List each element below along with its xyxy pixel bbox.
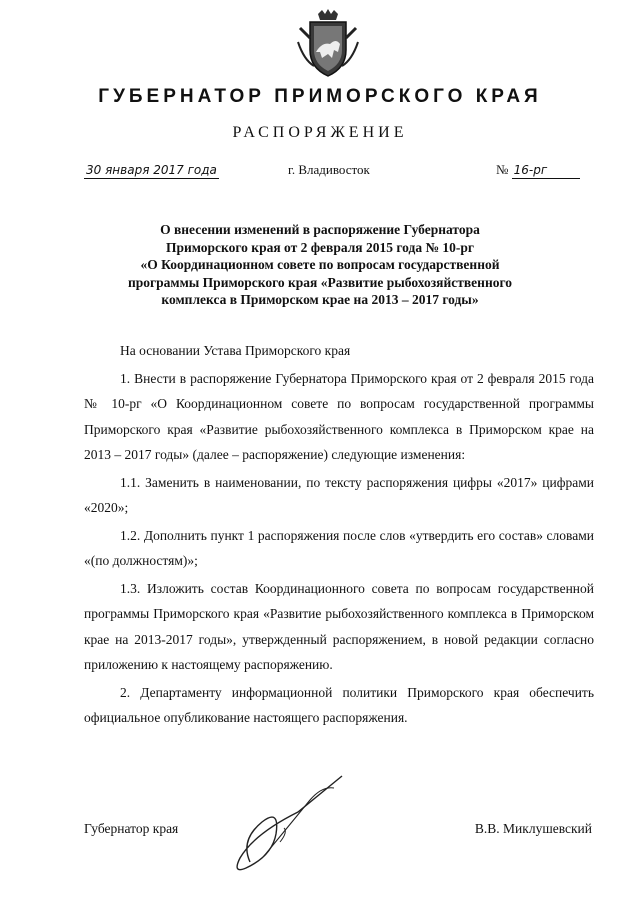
body-paragraph-1-3: 1.3. Изложить состав Координационного совета по вопросам государственной программы Приморского края «Развитие рыбохозяйственного комплекса в Приморском крае на 2013-2017 годы», утвержденный распоряжением, в новой редакции согласно приложению к настоящему распоряжению. xyxy=(84,580,594,672)
document-body xyxy=(84,338,594,733)
document-type: РАСПОРЯЖЕНИЕ xyxy=(232,124,408,141)
document-number xyxy=(496,162,580,179)
heading-line: Приморского края от 2 февраля 2015 года № 10-рг xyxy=(165,239,475,255)
body-paragraph-1-2: 1.2. Дополнить пункт 1 распоряжения после слов «утвердить его состав» словами «(по должностям)»; xyxy=(84,527,594,568)
coat-of-arms xyxy=(296,8,360,80)
body-paragraph-1-1: 1.1. Заменить в наименовании, по тексту распоряжения цифры «2017» цифрами «2020»; xyxy=(84,474,594,515)
heading-line: программы Приморского края «Развитие рыбохозяйственного xyxy=(127,274,513,290)
heading-line: «О Координационном совете по вопросам государственной xyxy=(140,257,500,272)
issuer-title: ГУБЕРНАТОР ПРИМОРСКОГО КРАЯ xyxy=(98,86,542,107)
signatory-name: В.В. Миклушевский xyxy=(474,821,592,836)
signatory-role: Губернатор края xyxy=(84,821,179,836)
heading-line: О внесении изменений в распоряжение Губернатора xyxy=(160,222,480,237)
number-value: 16-рг xyxy=(512,163,580,179)
heading-line: комплекса в Приморском крае на 2013 – 2017 годы» xyxy=(161,292,479,307)
body-paragraph-basis: На основании Устава Приморского края xyxy=(120,343,351,358)
date-value: 30 января 2017 года xyxy=(86,163,217,177)
document-city: г. Владивосток xyxy=(288,162,370,177)
body-paragraph-1: 1. Внести в распоряжение Губернатора Приморского края от 2 февраля 2015 года № 10-рг «О Координационном совете по вопросам государственной программы Приморского края «Развитие рыбохозяйственного комплекса в Приморском крае на 2013 – 2017 годы» (далее – распоряжение) следующие изменения: xyxy=(84,370,594,462)
document-date xyxy=(84,162,219,178)
body-paragraph-2: 2. Департаменту информационной политики Приморского края обеспечить официальное опубликование настоящего распоряжения. xyxy=(84,684,594,725)
document-heading xyxy=(80,221,560,309)
handwritten-signature-icon xyxy=(210,770,370,880)
number-prefix: № xyxy=(496,162,509,177)
primorye-coat-of-arms-icon xyxy=(296,8,360,80)
